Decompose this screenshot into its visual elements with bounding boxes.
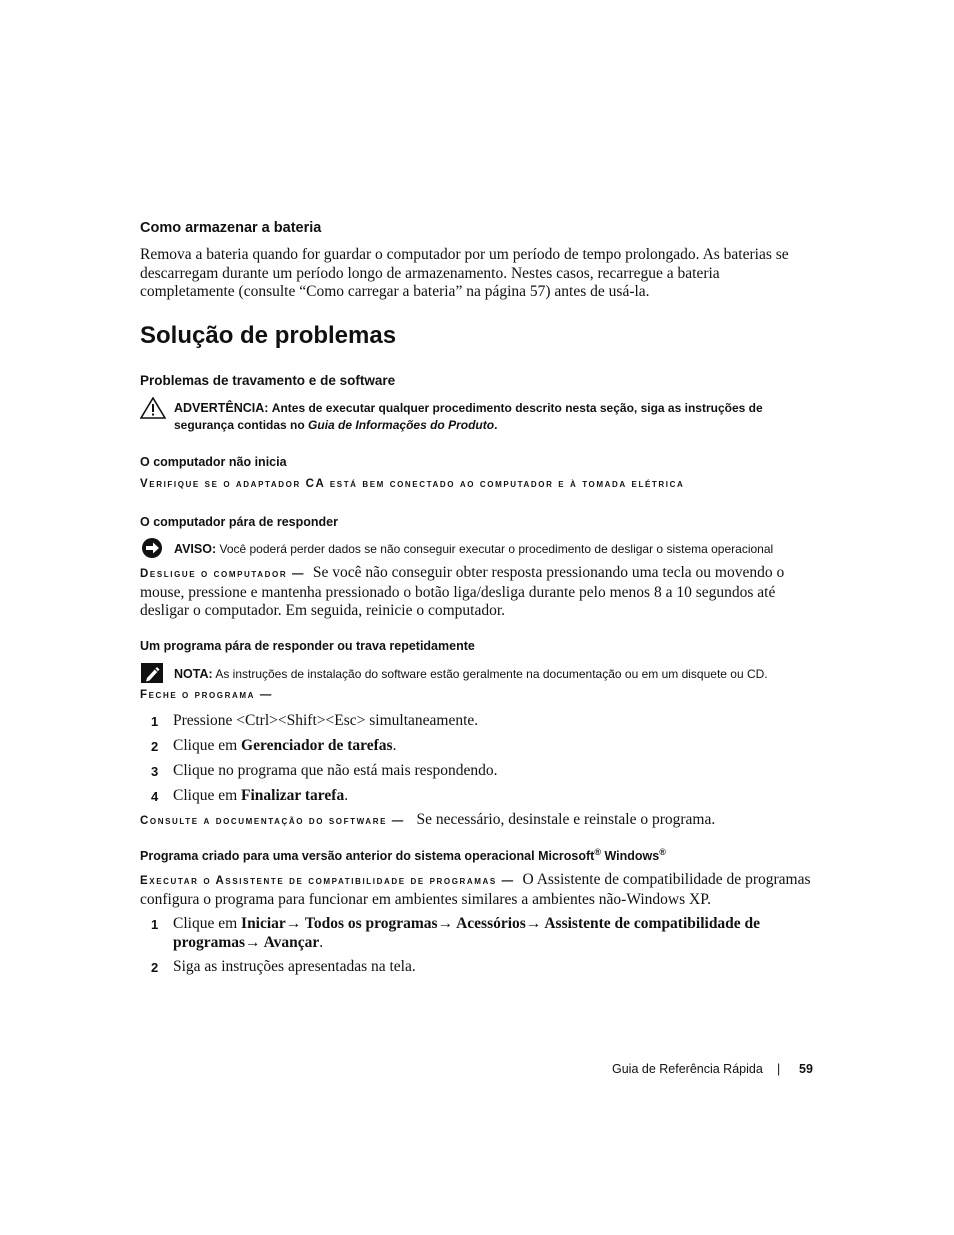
- step-number: 2: [151, 739, 159, 754]
- step-text: Clique em Iniciar→ Todos os programas→ Acessórios→ Assistente de compatibilidade de programas→ Avançar.: [173, 915, 761, 951]
- storage-heading: Como armazenar a bateria: [140, 220, 322, 236]
- task-manager-label: Gerenciador de tarefas: [241, 737, 393, 754]
- warning-body: Antes de executar qualquer procedimento descrito nesta seção, siga as instruções de segurança contidas no: [174, 401, 763, 432]
- end-task-label: Finalizar tarefa: [241, 787, 345, 804]
- consult-lead: Consulte a documentação do software —: [140, 815, 405, 827]
- step-text: Clique no programa que não está mais respondendo.: [173, 762, 498, 779]
- page-number: 59: [799, 1062, 813, 1076]
- step-text: Clique em Gerenciador de tarefas.: [173, 737, 397, 754]
- footer-guide-title: Guia de Referência Rápida: [612, 1062, 763, 1076]
- older-program-heading: Programa criado para uma versão anterior do sistema operacional Microsoft® Windows®: [140, 847, 666, 864]
- footer-separator: |: [777, 1062, 781, 1076]
- shutdown-lead: Desligue o computador —: [140, 568, 306, 580]
- notice-text: [174, 541, 824, 558]
- note-text: [174, 666, 824, 683]
- step-number: 1: [151, 714, 159, 729]
- start-menu-label: Iniciar: [241, 915, 286, 932]
- compat-body: O Assistente de compatibilidade de programas configura o programa para funcionar em ambientes similares a ambientes não-Windows XP.: [140, 871, 811, 908]
- step-number: 4: [151, 789, 159, 804]
- compat-wizard-label: Assistente de compatibilidade de programas: [173, 915, 761, 951]
- not-start-heading: O computador não inicia: [140, 455, 287, 469]
- notice-body: Você poderá perder dados se não conseguir executar o procedimento de desligar o sistema operacional: [219, 542, 774, 556]
- consult-paragraph: [140, 811, 715, 829]
- compat-paragraph: [140, 871, 815, 909]
- program-stops-heading: Um programa pára de responder ou trava repetidamente: [140, 639, 475, 653]
- shutdown-paragraph: [140, 564, 815, 621]
- warning-product-guide: Guia de Informações do Produto: [308, 418, 495, 432]
- notice-label: AVISO:: [174, 542, 217, 556]
- not-start-instruction: Verifique se o adaptador CA está bem conectado ao computador e à tomada elétrica: [140, 478, 685, 490]
- consult-body: Se necessário, desinstale e reinstale o programa.: [416, 811, 716, 828]
- all-programs-label: Todos os programas: [301, 915, 438, 932]
- notice-arrow-icon: [140, 537, 166, 559]
- note-body: As instruções de instalação do software estão geralmente na documentação ou em um disquete ou CD.: [215, 667, 768, 681]
- step-number: 1: [151, 917, 159, 932]
- step-number: 3: [151, 764, 159, 779]
- shutdown-body: Se você não conseguir obter resposta pressionando uma tecla ou movendo o mouse, pressione e mantenha pressionado o botão liga/desliga durante pelo menos 8 a 10 segundos até desligar o computador. Em seguida, reinicie o computador.: [140, 564, 785, 619]
- step-number: 2: [151, 960, 159, 975]
- warning-end: .: [494, 418, 498, 432]
- step-text: Siga as instruções apresentadas na tela.: [173, 958, 416, 975]
- note-label: NOTA:: [174, 667, 213, 681]
- warning-label: ADVERTÊNCIA:: [174, 401, 269, 415]
- compat-lead: Executar o Assistente de compatibilidade de programas —: [140, 875, 515, 887]
- note-pencil-icon: [140, 662, 166, 684]
- page-title: Solução de problemas: [140, 322, 397, 349]
- lockups-heading: Problemas de travamento e de software: [140, 373, 396, 388]
- close-program-lead: Feche o programa —: [140, 689, 273, 701]
- warning-triangle-icon: [140, 397, 166, 419]
- step-text: Pressione <Ctrl><Shift><Esc> simultaneamente.: [173, 712, 479, 729]
- storage-body: Remova a bateria quando for guardar o computador por um período de tempo prolongado. As baterias se descarregam durante um período longo de armazenamento. Nestes casos, recarregue a bateria completamente (consulte “Como carregar a bateria” na página 57) antes de usá-la.: [140, 246, 789, 300]
- accessories-label: Acessórios: [453, 915, 526, 932]
- warning-text: [174, 400, 794, 434]
- step-text: Clique em Finalizar tarefa.: [173, 787, 349, 804]
- stops-responding-heading: O computador pára de responder: [140, 515, 338, 529]
- next-label: Avançar: [260, 933, 320, 951]
